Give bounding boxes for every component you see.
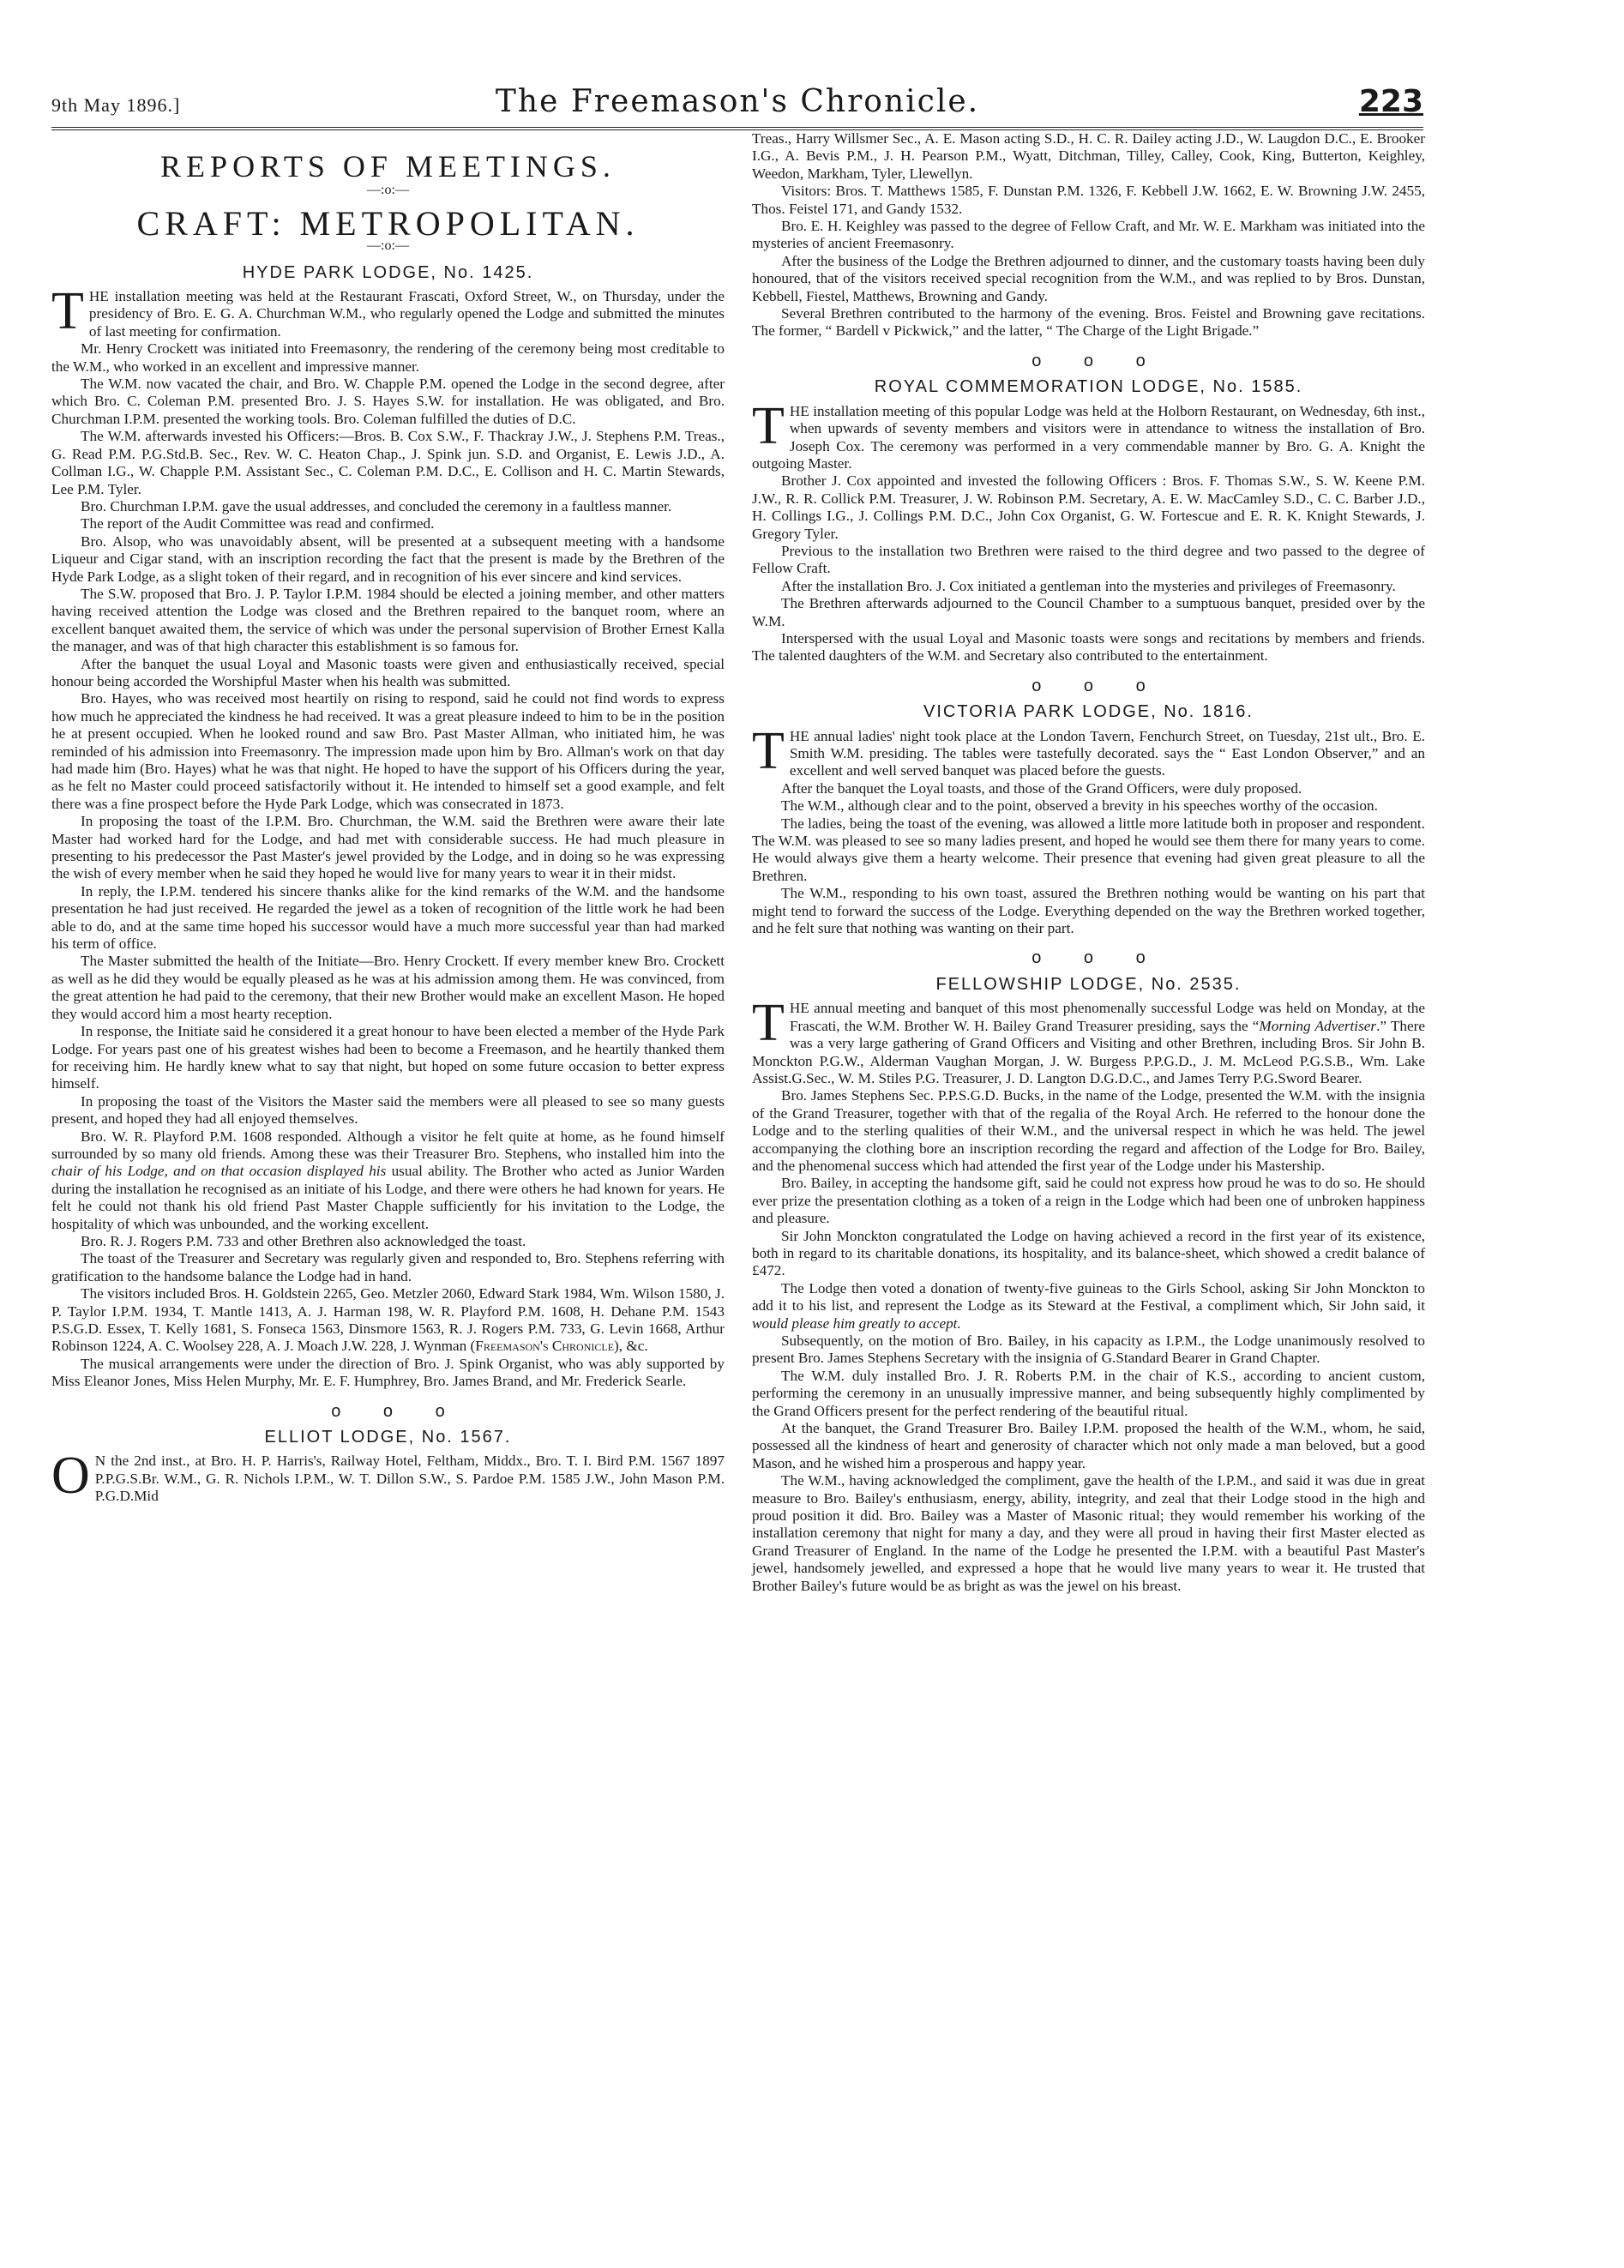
paragraph: The report of the Audit Committee was read and confirmed. [81, 515, 435, 532]
drop-cap: T [752, 396, 785, 455]
divider: —:o:— [367, 183, 409, 198]
paragraph: After the banquet the usual Loyal and Masonic toasts were given and enthusiastically received, special honour being accorded the Worshipful Master when his health was submitted. [51, 655, 725, 689]
paragraph: Bro. W. R. Playford P.M. 1608 responded. Although a visitor he felt quite at home, as he found himself surrounded by so many old friends. Among these was their Treasurer Bro. Stephens, who installed him into the chair of his Lodge, and on that occasion displayed his usual ability. The Brother who acted as Junior Warden during the installation he recognised as an initiate of his Lodge, and there were others he had known for years. He felt he could not thank his old friend Past Master Chapple sufficiently for his invitation to the Lodge, the hospitality of which was unbounded, and the working excellent. [51, 1128, 725, 1232]
lodge-title-royal-commemoration: ROYAL COMMEMORATION LODGE, No. 1585. [874, 377, 1303, 397]
paragraph: The Brethren afterwards adjourned to the Council Chamber to a sumptuous banquet, presided over by the W.M. [752, 595, 1425, 629]
lodge-title-fellowship: FELLOWSHIP LODGE, No. 2535. [935, 974, 1242, 994]
paragraph: The W.M. duly installed Bro. J. R. Roberts P.M. in the chair of K.S., according to ancient custom, performing the ceremony in an unusually impressive manner, and being subsequently highly complimented by the Grand Officers present for the perfect rendering of the beautiful ritual. [752, 1367, 1425, 1419]
paragraph: In proposing the toast of the I.P.M. Bro. Churchman, the W.M. said the Brethren were aware their late Master had worked hard for the Lodge, and had met with considerable success. He had much pleasure in presenting to his predecessor the Past Master's jewel provided by the Lodge, and in doing so he was expressing the wish of every member when he said they hoped he would live for many years to wear it in their midst. [51, 813, 725, 882]
paragraph: Bro. R. J. Rogers P.M. 733 and other Brethren also acknowledged the toast. [81, 1232, 526, 1249]
lodge-title-victoria-park: VICTORIA PARK LODGE, No. 1816. [923, 702, 1254, 722]
paragraph: Mr. Henry Crockett was initiated into Freemasonry, the rendering of the ceremony being most creditable to the W.M., who worked in an excellent and impressive manner. [51, 340, 725, 375]
paragraph: Bro. James Stephens Sec. P.P.S.G.D. Bucks, in the name of the Lodge, presented the W.M. with the insignia of the Grand Treasurer, together with that of the regalia of the Royal Arch. He referred to the honour done the Lodge and to the sterling qualities of their W.M., and the universal respect in which he was held. The jewel accompanying the clothing bore an inscription recording the regard and affection of the Lodge for Bro. Bailey, and the phenomenal success which had attended the first year of the Lodge under his Mastership. [752, 1087, 1425, 1174]
paragraph: At the banquet, the Grand Treasurer Bro. Bailey I.P.M. proposed the health of the W.M., whom, he said, possessed all the kindness of heart and generosity of character which not only made a man beloved, but a good Mason, and he wished him a prosperous and happy year. [752, 1420, 1425, 1471]
craft-heading: CRAFT: METROPOLITAN. [136, 203, 640, 243]
paragraph: THE installation meeting of this popular Lodge was held at the Holborn Restaurant, on Wednesday, 6th inst., when upwards of seventy members and visitors were in attendance to witness the installation of Bro. Joseph Cox. The ceremony was performed in a very commendable manner by Bro. G. A. Knight the outgoing Master. [752, 396, 1425, 472]
paragraph: The musical arrangements were under the direction of Bro. J. Spink Organist, who was ably supported by Miss Eleanor Jones, Miss Helen Murphy, Mr. E. F. Humphrey, Bro. James Brand, and Mr. Frederick Searle. [51, 1355, 725, 1390]
paragraph: After the installation Bro. J. Cox initiated a gentleman into the mysteries and privileges of Freemasonry. [781, 577, 1396, 594]
paragraph: The Master submitted the health of the Initiate—Bro. Henry Crockett. If every member knew Bro. Crockett as well as he did they would be equally pleased as he was at his admission among them. He was convinced, from the great attention he had paid to the ceremony, that their new Brother would make an excellent Mason. He hoped they would accord him a most hearty reception. [51, 953, 725, 1022]
right-column [752, 130, 1425, 1595]
paragraph: THE installation meeting was held at the Restaurant Frascati, Oxford Street, W., on Thursday, under the presidency of Bro. E. G. A. Churchman W.M., who regularly opened the Lodge and submitted the minutes of last meeting for confirmation. [51, 282, 725, 341]
paragraph: Bro. Hayes, who was received most heartily on rising to respond, said he could not find words to express how much he appreciated the kindness he had received. It was a great pleasure indeed to him to be in the position he at present occupied. When he looked round and saw Bro. Past Master Allman, who initiated him, he was reminded of his admission into Freemasonry. The impression made upon him by Bro. Allman's work on that day had made him (Bro. Hayes) what he was that night. He hoped to have the support of his Officers during the year, as he felt no Master could proceed satisfactorily without it. He intended to himself set a good example, and felt there was a fine prospect before the Hyde Park Lodge, which was consecrated in 1873. [51, 690, 725, 812]
paragraph: The toast of the Treasurer and Secretary was regularly given and responded to, Bro. Stephens referring with gratification to the handsome balance the Lodge had in hand. [51, 1250, 725, 1284]
paragraph: Bro. Alsop, who was unavoidably absent, will be presented at a subsequent meeting with a handsome Liqueur and Cigar stand, with an inscription recording the fact that the present is made by the Brethren of the Hyde Park Lodge, as a slight token of their regard, and in recognition of his ever sincere and kind services. [51, 532, 725, 585]
section-separator: o o o [1032, 948, 1146, 968]
section-separator: o o o [331, 1401, 445, 1421]
paragraph: Interspersed with the usual Loyal and Masonic toasts were songs and recitations by members and friends. The talented daughters of the W.M. and Secretary also contributed to the entertainment. [752, 629, 1425, 665]
reports-heading: REPORTS OF MEETINGS. [160, 149, 616, 183]
paragraph: In proposing the toast of the Visitors the Master said the members were all pleased to see so many guests present, and hoped they had all enjoyed themselves. [51, 1092, 725, 1128]
paragraph: In response, the Initiate said he considered it a great honour to have been elected a member of the Hyde Park Lodge. For years past one of his greatest wishes had been to become a Freemason, and he heartily thanked them for receiving him. He hardly knew what to say that night, but hoped on some future occasion to better express himself. [51, 1023, 725, 1092]
page-header [51, 82, 1423, 125]
paragraph: Brother J. Cox appointed and invested the following Officers : Bros. F. Thomas S.W., S. W. Keene P.M. J.W., R. R. Collick P.M. Treasurer, J. W. Robinson P.M. Secretary, A. E. W. MacCamley S.D., C. C. Barber J.D., H. Collings I.G., J. Collings P.M. D.C., John Cox Organist, G. W. Fortescue and E. R. K. Knight Stewards, J. Gregory Tyler. [752, 472, 1425, 542]
paragraph: Several Brethren contributed to the harmony of the evening. Bros. Feistel and Browning gave recitations. The former, “ Bardell v Pickwick,” and the latter, “ The Charge of the Light Brigade.” [752, 305, 1425, 340]
paragraph: The ladies, being the toast of the evening, was allowed a little more latitude both in proposer and respondent. The W.M. was pleased to see so many ladies present, and hoped he would see them there for many years to come. He would always give them a hearty welcome. Their presence that evening had given great pleasure to all the Brethren. [752, 815, 1425, 884]
lodge-title-elliot: ELLIOT LODGE, No. 1567. [264, 1428, 512, 1447]
issue-date: 9th May 1896.] [51, 94, 181, 116]
page-number: 223 [1358, 84, 1423, 119]
paragraph: The W.M., responding to his own toast, assured the Brethren nothing would be wanting on his part that might tend to forward the success of the Lodge. Everything depended on the way the Brethren worked together, and he felt sure that nothing was wanting on their part. [752, 885, 1425, 937]
paragraph: The visitors included Bros. H. Goldstein 2265, Geo. Metzler 2060, Edward Stark 1984, Wm. Wilson 1580, J. P. Taylor I.P.M. 1934, T. Mantle 1413, A. J. Harman 198, W. R. Playford P.M. 1608, H. Dehane P.M. 1543 P.S.G.D. Essex, T. Kelly 1681, S. Fonseca 1563, Dinsmore 1563, R. J. Rogers P.M. 733, G. Levin 1668, Arthur Robinson 1224, A. C. Woolsey 228, A. J. Moach J.W. 228, J. Wynman (Freemason's Chronicle), &c. [51, 1285, 725, 1355]
section-separator: o o o [1032, 676, 1146, 695]
paragraph: Sir John Monckton congratulated the Lodge on having achieved a record in the first year of its existence, both in regard to its charitable donations, its hospitality, and its balance-sheet, which showed a credit balance of £472. [752, 1227, 1425, 1279]
paragraph: THE annual meeting and banquet of this most phenomenally successful Lodge was held on Monday, at the Frascati, the W.M. Brother W. H. Bailey Grand Treasurer presiding, says the “Morning Advertiser.” There was a very large gathering of Grand Officers and Visiting and other Brethren, including Bros. Sir John B. Monckton P.G.W., Alderman Vaughan Morgan, J. W. Burgess P.P.G.D., J. M. McLeod P.G.S.B., Wm. Lake Assist.G.Sec., W. M. Stiles P.G. Treasurer, J. D. Langton D.G.D.C., and James Terry P.G.Sword Bearer. [752, 994, 1425, 1086]
left-column [51, 146, 725, 1506]
paragraph: The W.M., having acknowledged the compliment, gave the health of the I.P.M., and said it was due in great measure to Bro. Bailey's enthusiasm, energy, ability, integrity, and zeal that their Lodge stood in the high and proud position it did. Bro. Bailey was a Master of Masonic ritual; they would remember his working of the installation ceremony that night for many a day, and they were all proud in having their first Master elected as Grand Treasurer of England. In the name of the Lodge he presented the I.P.M. with a beautiful Past Master's jewel, handsomely jewelled, and expressed a hope that he would live many years to wear it. He trusted that Brother Bailey's future would be as bright as was the jewel on his breast. [752, 1472, 1425, 1594]
paragraph: Bro. E. H. Keighley was passed to the degree of Fellow Craft, and Mr. W. E. Markham was initiated into the mysteries of ancient Freemasonry. [752, 218, 1425, 252]
masthead-title: The Freemason's Chronicle. [495, 84, 980, 119]
paragraph: The W.M. now vacated the chair, and Bro. W. Chapple P.M. opened the Lodge in the second degree, after which Bro. C. Coleman P.M. presented Bro. J. S. Hayes S.W. for installation. He was obligated, and Bro. Churchman I.P.M. presented the working tools. Bro. Coleman fulfilled the duties of D.C. [51, 376, 725, 427]
paragraph: Bro. Churchman I.P.M. gave the usual addresses, and concluded the ceremony in a faultless manner. [81, 497, 672, 514]
section-separator: o o o [1032, 351, 1146, 370]
paragraph: The S.W. proposed that Bro. J. P. Taylor I.P.M. 1984 should be elected a joining member, and other matters having received attention the Lodge was closed and the Brethren repaired to the banquet room, where an excellent banquet awaited them, the service of which was under the personal supervision of Brother Ernest Kalla the manager, and was of that high character this establishment is so famous for. [51, 585, 725, 655]
drop-cap: O [51, 1447, 90, 1506]
paragraph: After the business of the Lodge the Brethren adjourned to dinner, and the customary toasts having been duly honoured, that of the visitors received special recognition from the W.M., and was replied to by Bros. Dunstan, Kebbell, Fiestel, Matthews, Browning and Gandy. [752, 252, 1425, 304]
paragraph: Subsequently, on the motion of Bro. Bailey, in his capacity as I.P.M., the Lodge unanimously resolved to present Bro. James Stephens Secretary with the insignia of G.Standard Bearer in Grand Chapter. [752, 1333, 1425, 1367]
drop-cap: T [752, 721, 785, 780]
paragraph: Bro. Bailey, in accepting the handsome gift, said he could not express how proud he was to do so. He should ever prize the presentation clothing as a token of a reign in the Lodge which had been one of unbroken happiness and pleasure. [752, 1175, 1425, 1227]
paragraph: Visitors: Bros. T. Matthews 1585, F. Dunstan P.M. 1326, F. Kebbell J.W. 1662, E. W. Browning J.W. 2455, Thos. Feistel 171, and Gandy 1532. [752, 183, 1425, 217]
drop-cap: T [752, 994, 785, 1053]
paragraph: THE annual ladies' night took place at the London Tavern, Fenchurch Street, on Tuesday, 21st ult., Bro. E. Smith W.M. presiding. The tables were tastefully decorated. says the “ East London Observer,” and an excellent and well served banquet was placed before the guests. [752, 721, 1425, 780]
paragraph: Treas., Harry Willsmer Sec., A. E. Mason acting S.D., H. C. R. Dailey acting J.D., W. Laugdon D.C., E. Brooker I.G., A. Bevis P.M., J. H. Pearson P.M., Wyatt, Ditchman, Tilley, Calley, Cook, King, Butterton, Keighley, Weedon, Markham, Tyler, Llewellyn. [752, 130, 1425, 182]
paragraph: Previous to the installation two Brethren were raised to the third degree and two passed to the degree of Fellow Craft. [752, 542, 1425, 577]
divider: —:o:— [367, 238, 409, 254]
lodge-title-hyde-park: HYDE PARK LODGE, No. 1425. [242, 262, 534, 282]
paragraph: The Lodge then voted a donation of twenty-five guineas to the Girls School, asking Sir John Monckton to add it to his list, and represent the Lodge as its Steward at the Festival, a compliment which, Sir John said, it would please him greatly to accept. [752, 1279, 1425, 1332]
paragraph: O N the 2nd inst., at Bro. H. P. Harris's, Railway Hotel, Feltham, Middx., Bro. T. I. Bird P.M. 1567 1897 P.P.G.S.Br. W.M., G. R. Nichols I.P.M., W. T. Dillon S.W., S. Pardoe P.M. 1585 J.W., John Mason P.M. P.G.D.Mid [51, 1447, 725, 1506]
paragraph: In reply, the I.P.M. tendered his sincere thanks alike for the kind remarks of the W.M. and the handsome presentation he had just received. He regarded the jewel as a token of recognition of the little work he had been able to do, and at the same time hoped his successor would have a much more successful year than had marked his term of office. [51, 882, 725, 953]
paragraph: The W.M. afterwards invested his Officers:—Bros. B. Cox S.W., F. Thackray J.W., J. Stephens P.M. Treas., G. Read P.M. P.G.Std.B. Sec., Rev. W. C. Heaton Chap., J. Spink jun. S.D. and Organist, E. Lewis J.D., A. Collman I.G., W. Chapple P.M. Assistant Sec., C. Coleman P.M. D.C., E. Collison and H. C. Martin Stewards, Lee P.M. Tyler. [51, 428, 725, 497]
drop-cap: T [51, 282, 84, 341]
paragraph: After the banquet the Loyal toasts, and those of the Grand Officers, were duly proposed. [781, 779, 1302, 797]
paragraph: The W.M., although clear and to the point, observed a brevity in his speeches worthy of the occasion. [781, 797, 1378, 815]
